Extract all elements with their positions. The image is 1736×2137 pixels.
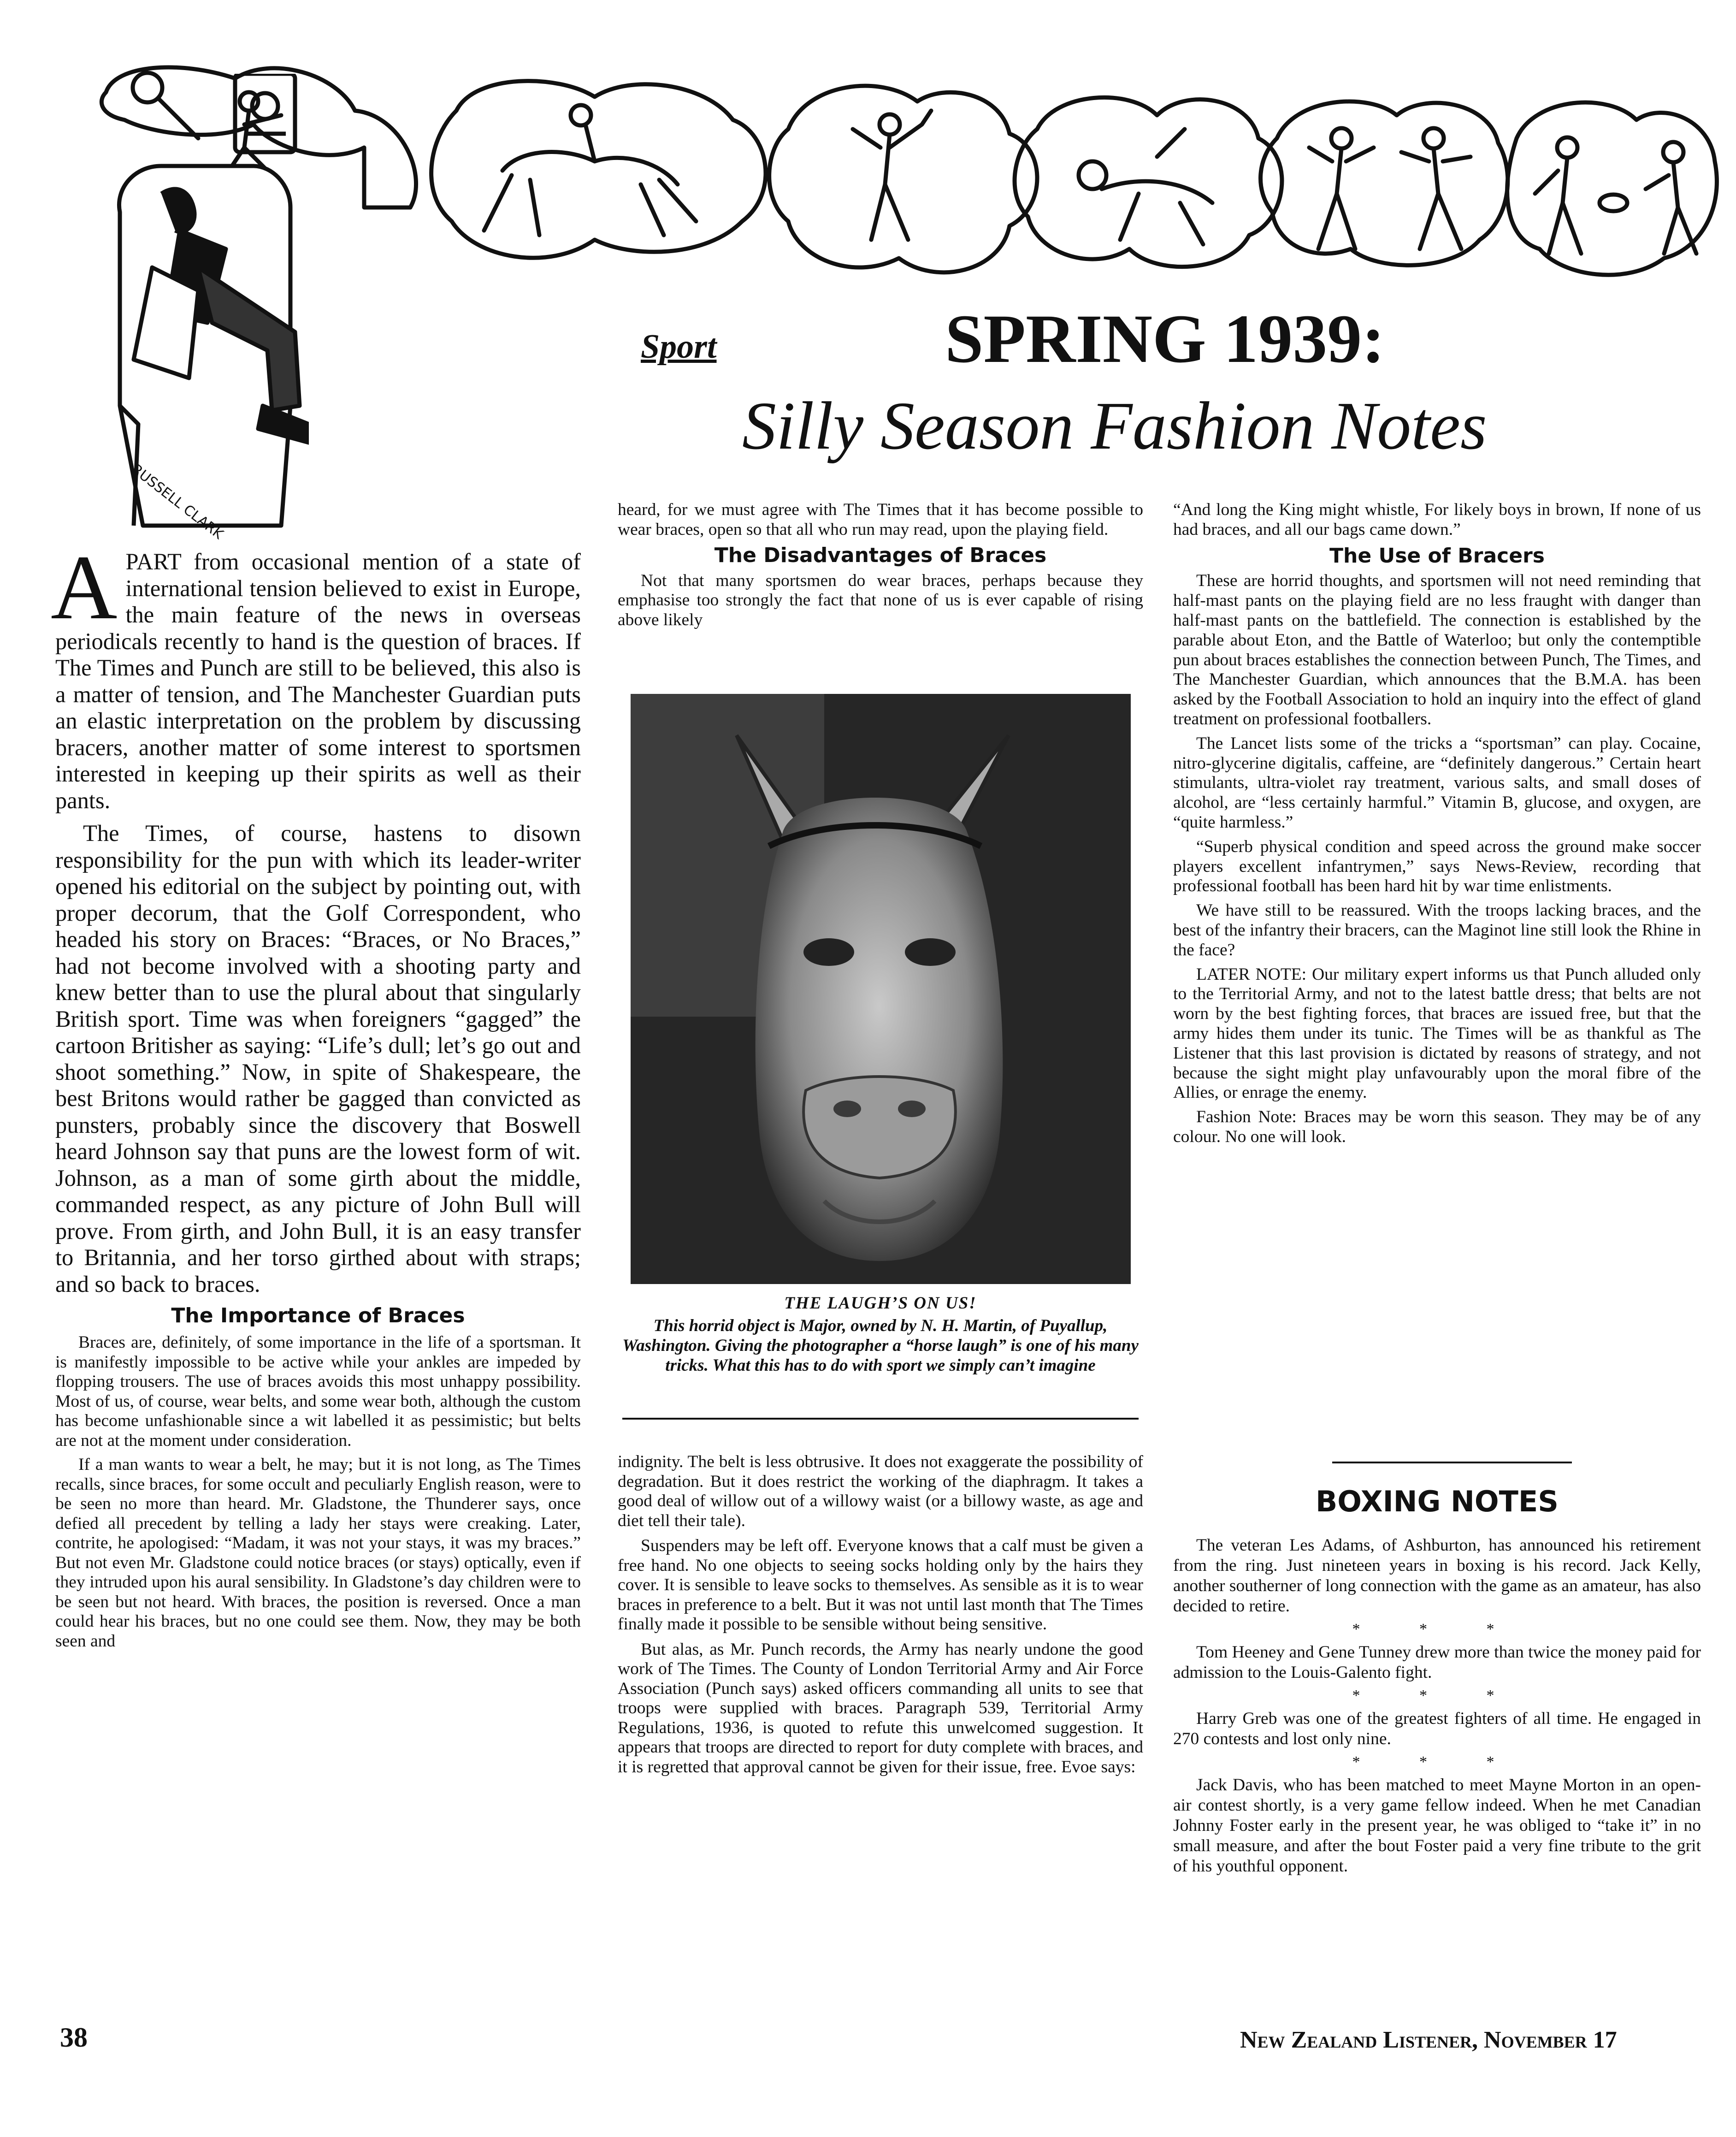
boxing-notes-title: BOXING NOTES bbox=[1316, 1485, 1559, 1518]
illustrator-signature: RUSSELL CLARK bbox=[128, 461, 226, 543]
paragraph: These are horrid thoughts, and sportsmen will not need reminding that half-mast pants on the playing field are no less fraught with danger than half-mast pants on the battlefield. The connection is established by the parable about Eton, and the Battle of Waterloo; but only the contemptible pun about braces establishes the connection between Punch, The Times, and The Manchester Guardian, which announces that the B.M.A. has been asked by the Football Association to hold an inquiry into the effect of gland treatment on professional footballers. bbox=[1173, 571, 1701, 728]
subtitle-use-of-bracers: The Use of Bracers bbox=[1329, 544, 1545, 568]
publication-footer: New Zealand Listener, November 17 bbox=[1240, 2027, 1617, 2053]
star-separator: * * * bbox=[1352, 1621, 1522, 1638]
paragraph: “And long the King might whistle, For likely boys in brown, If none of us had braces, and all our bags came down.” bbox=[1173, 500, 1701, 539]
horse-head-image bbox=[631, 694, 1131, 1284]
horse-photo bbox=[631, 694, 1131, 1284]
paragraph: indignity. The belt is less obtrusive. It does not exaggerate the possibility of degradation. But it does restrict the working of the diaphragm. It takes a good deal of willow out of a willowy waist (or a billowy waste, as age and diet tell their tale). bbox=[618, 1452, 1143, 1530]
column-2-top bbox=[618, 500, 1143, 635]
subtitle-disadvantages-of-braces: The Disadvantages of Braces bbox=[714, 544, 1047, 567]
subtitle-importance-of-braces: The Importance of Braces bbox=[171, 1304, 465, 1327]
sports-banner-illustration bbox=[97, 55, 1719, 314]
caption-text: This horrid object is Major, owned by N. H. Martin, of Puyallup, Washington. Giving the photographer a “horse laugh” is one of his many tricks. What this has to do with sport we simply can’t imagine bbox=[622, 1316, 1139, 1375]
star-separator: * * * bbox=[1352, 1753, 1522, 1770]
divider-rule bbox=[1332, 1462, 1572, 1463]
paragraph: PART from occasional mention of a state of international tension believed to exist in Europe, the main feature of the news in overseas periodicals recently to hand is the question of braces. If The Times and Punch are still to be believed, this also is a matter of tension, and The Manchester Guardian puts an elastic interpretation on the problem by discussing bracers, another matter of some interest to sportsmen interested in keeping up their spirits as well as their pants. bbox=[55, 549, 581, 813]
page-number: 38 bbox=[60, 2022, 88, 2053]
paragraph: Fashion Note: Braces may be worn this season. They may be of any colour. No one will look. bbox=[1173, 1107, 1701, 1146]
subheadline: Silly Season Fashion Notes bbox=[742, 388, 1487, 464]
section-label: Sport bbox=[641, 328, 717, 366]
paragraph: Braces are, definitely, of some importance in the life of a sportsman. It is manifestly impossible to be active while your ankles are impeded by flopping trousers. The use of braces avoids this most unhappy possibility. Most of us, of course, wear belts, and some wear both, although the custom has become unfashionable since a wit labelled it as pessimistic; but belts are not at the moment under consideration. bbox=[55, 1333, 581, 1450]
boxing-item: Tom Heeney and Gene Tunney drew more than twice the money paid for admission to the Louis-Galento fight. bbox=[1173, 1643, 1701, 1682]
paragraph: “Superb physical condition and speed across the ground make soccer players excellent infantrymen,” says News-Review, recording that professional football has been hard hit by war time enlistments. bbox=[1173, 837, 1701, 896]
paragraph: Suspenders may be left off. Everyone knows that a calf must be given a free hand. No one objects to seeing socks holding only by the hairs they cover. It is sensible to leave socks to themselves. As sensible as it is to wear braces in preference to a belt. But it was not until last month that The Times finally made it possible to be sensible without being sensitive. bbox=[618, 1536, 1143, 1634]
divider-rule bbox=[622, 1418, 1139, 1420]
photo-caption bbox=[622, 1293, 1139, 1375]
paragraph: We have still to be reassured. With the troops lacking braces, and the best of the infantry their bracers, can the Maginot line still look the Rhine in the face? bbox=[1173, 901, 1701, 959]
caption-title: THE LAUGH’S ON US! bbox=[784, 1294, 977, 1313]
column-1 bbox=[51, 537, 581, 1656]
star-separator: * * * bbox=[1352, 1687, 1522, 1704]
paragraph: The Times, of course, hastens to disown responsibility for the pun with which its leader-writer opened his editorial on the subject by pointing out, with proper decorum, that the Golf Correspondent, who headed his story on Braces: “Braces, or No Braces,” had not become involved with a shooting party and knew better than to use the plural about that singularly British sport. Time was when foreigners “gagged” the cartoon Britisher as saying: “Life’s dull; let’s go out and shoot something.” Now, in spite of Shakespeare, the best Britons would rather be gagged than convicted as punsters, probably since the discovery that Boswell heard Johnson say that puns are the lowest form of wit. Johnson, as a man of some girth about the middle, commanded respect, as any picture of John Bull will prove. From girth, and John Bull, it is an easy transfer to Britannia, and her torso girthed about with straps; and so back to braces. bbox=[55, 820, 581, 1297]
paragraph: LATER NOTE: Our military expert informs us that Punch alluded only to the Territorial Army, and not to the latest battle dress; that belts are not worn by the best fighting forces, that braces are issued free, but that the army hides them under its tunic. The Times will be as thankful as The Listener that this last provision is dictated by reasons of strategy, and not because the sight might play unfavourably upon the moral fibre of the Allies, or enrage the enemy. bbox=[1173, 965, 1701, 1102]
paragraph: But alas, as Mr. Punch records, the Army has nearly undone the good work of The Times. The County of London Territorial Army and Air Force Association (Punch says) asked officers commanding all units to see that troops were supplied with braces. Paragraph 539, Territorial Army Regulations, 1936, is quoted to refute this unwelcomed suggestion. It appears that troops are directed to report for duty complete with braces, and it is regretted that approval cannot be given for their issue, free. Evoe says: bbox=[618, 1640, 1143, 1776]
column-2-bottom bbox=[618, 1452, 1143, 1782]
paragraph: Not that many sportsmen do wear braces, perhaps because they emphasise too strongly the fact that none of us is ever capable of rising above likely bbox=[618, 571, 1143, 629]
boxing-item: The veteran Les Adams, of Ashburton, has announced his retirement from the ring. Just nineteen years in boxing is his record. Jack Kelly, another southerner of long connection with the game as an amateur, has also decided to retire. bbox=[1173, 1536, 1701, 1616]
boxing-item: Jack Davis, who has been matched to meet Mayne Morton in an open-air contest shortly, is a very game fellow indeed. When he met Canadian Johnny Foster early in the present year, he was obliged to “take it” in no small measure, and after the bout Foster paid a very fine tribute to the grit of his youthful opponent. bbox=[1173, 1776, 1701, 1876]
paragraph: If a man wants to wear a belt, he may; but it is not long, as The Times recalls, since braces, for some occult and peculiarly English reason, were to be seen no more than heard. Mr. Gladstone, the Thunderer says, once defied all precedent by telling a lady her stays were creaking. Later, contrite, he apologised: “Madam, it was not your stays, it was my braces.” But not even Mr. Gladstone could notice braces (or stays) optically, even if they intruded upon his aural sensibility. In Gladstone’s day children were to be seen but not heard. With braces, the position is reversed. Once a man could hear his braces, but no one could see them. Now, they may be both seen and bbox=[55, 1455, 581, 1651]
boxing-notes bbox=[1173, 1535, 1701, 1879]
paragraph: heard, for we must agree with The Times that it has become possible to wear braces, open so that all who run may read, upon the playing field. bbox=[618, 500, 1143, 539]
drop-cap: A bbox=[51, 537, 118, 639]
column-3 bbox=[1173, 500, 1701, 1152]
headline: SPRING 1939: bbox=[945, 301, 1385, 377]
paragraph: The Lancet lists some of the tricks a “sportsman” can play. Cocaine, nitro-glycerine digitalis, caffeine, are “definitely dangerous.” Certain heart stimulants, ultra-violet ray treatment, various salts, and small doses of alcohol, are “less certainly harmful.” Vitamin B, glucose, and oxygen, are “quite harmless.” bbox=[1173, 734, 1701, 832]
boxing-item: Harry Greb was one of the greatest fighters of all time. He engaged in 270 contests and lost only nine. bbox=[1173, 1709, 1701, 1748]
